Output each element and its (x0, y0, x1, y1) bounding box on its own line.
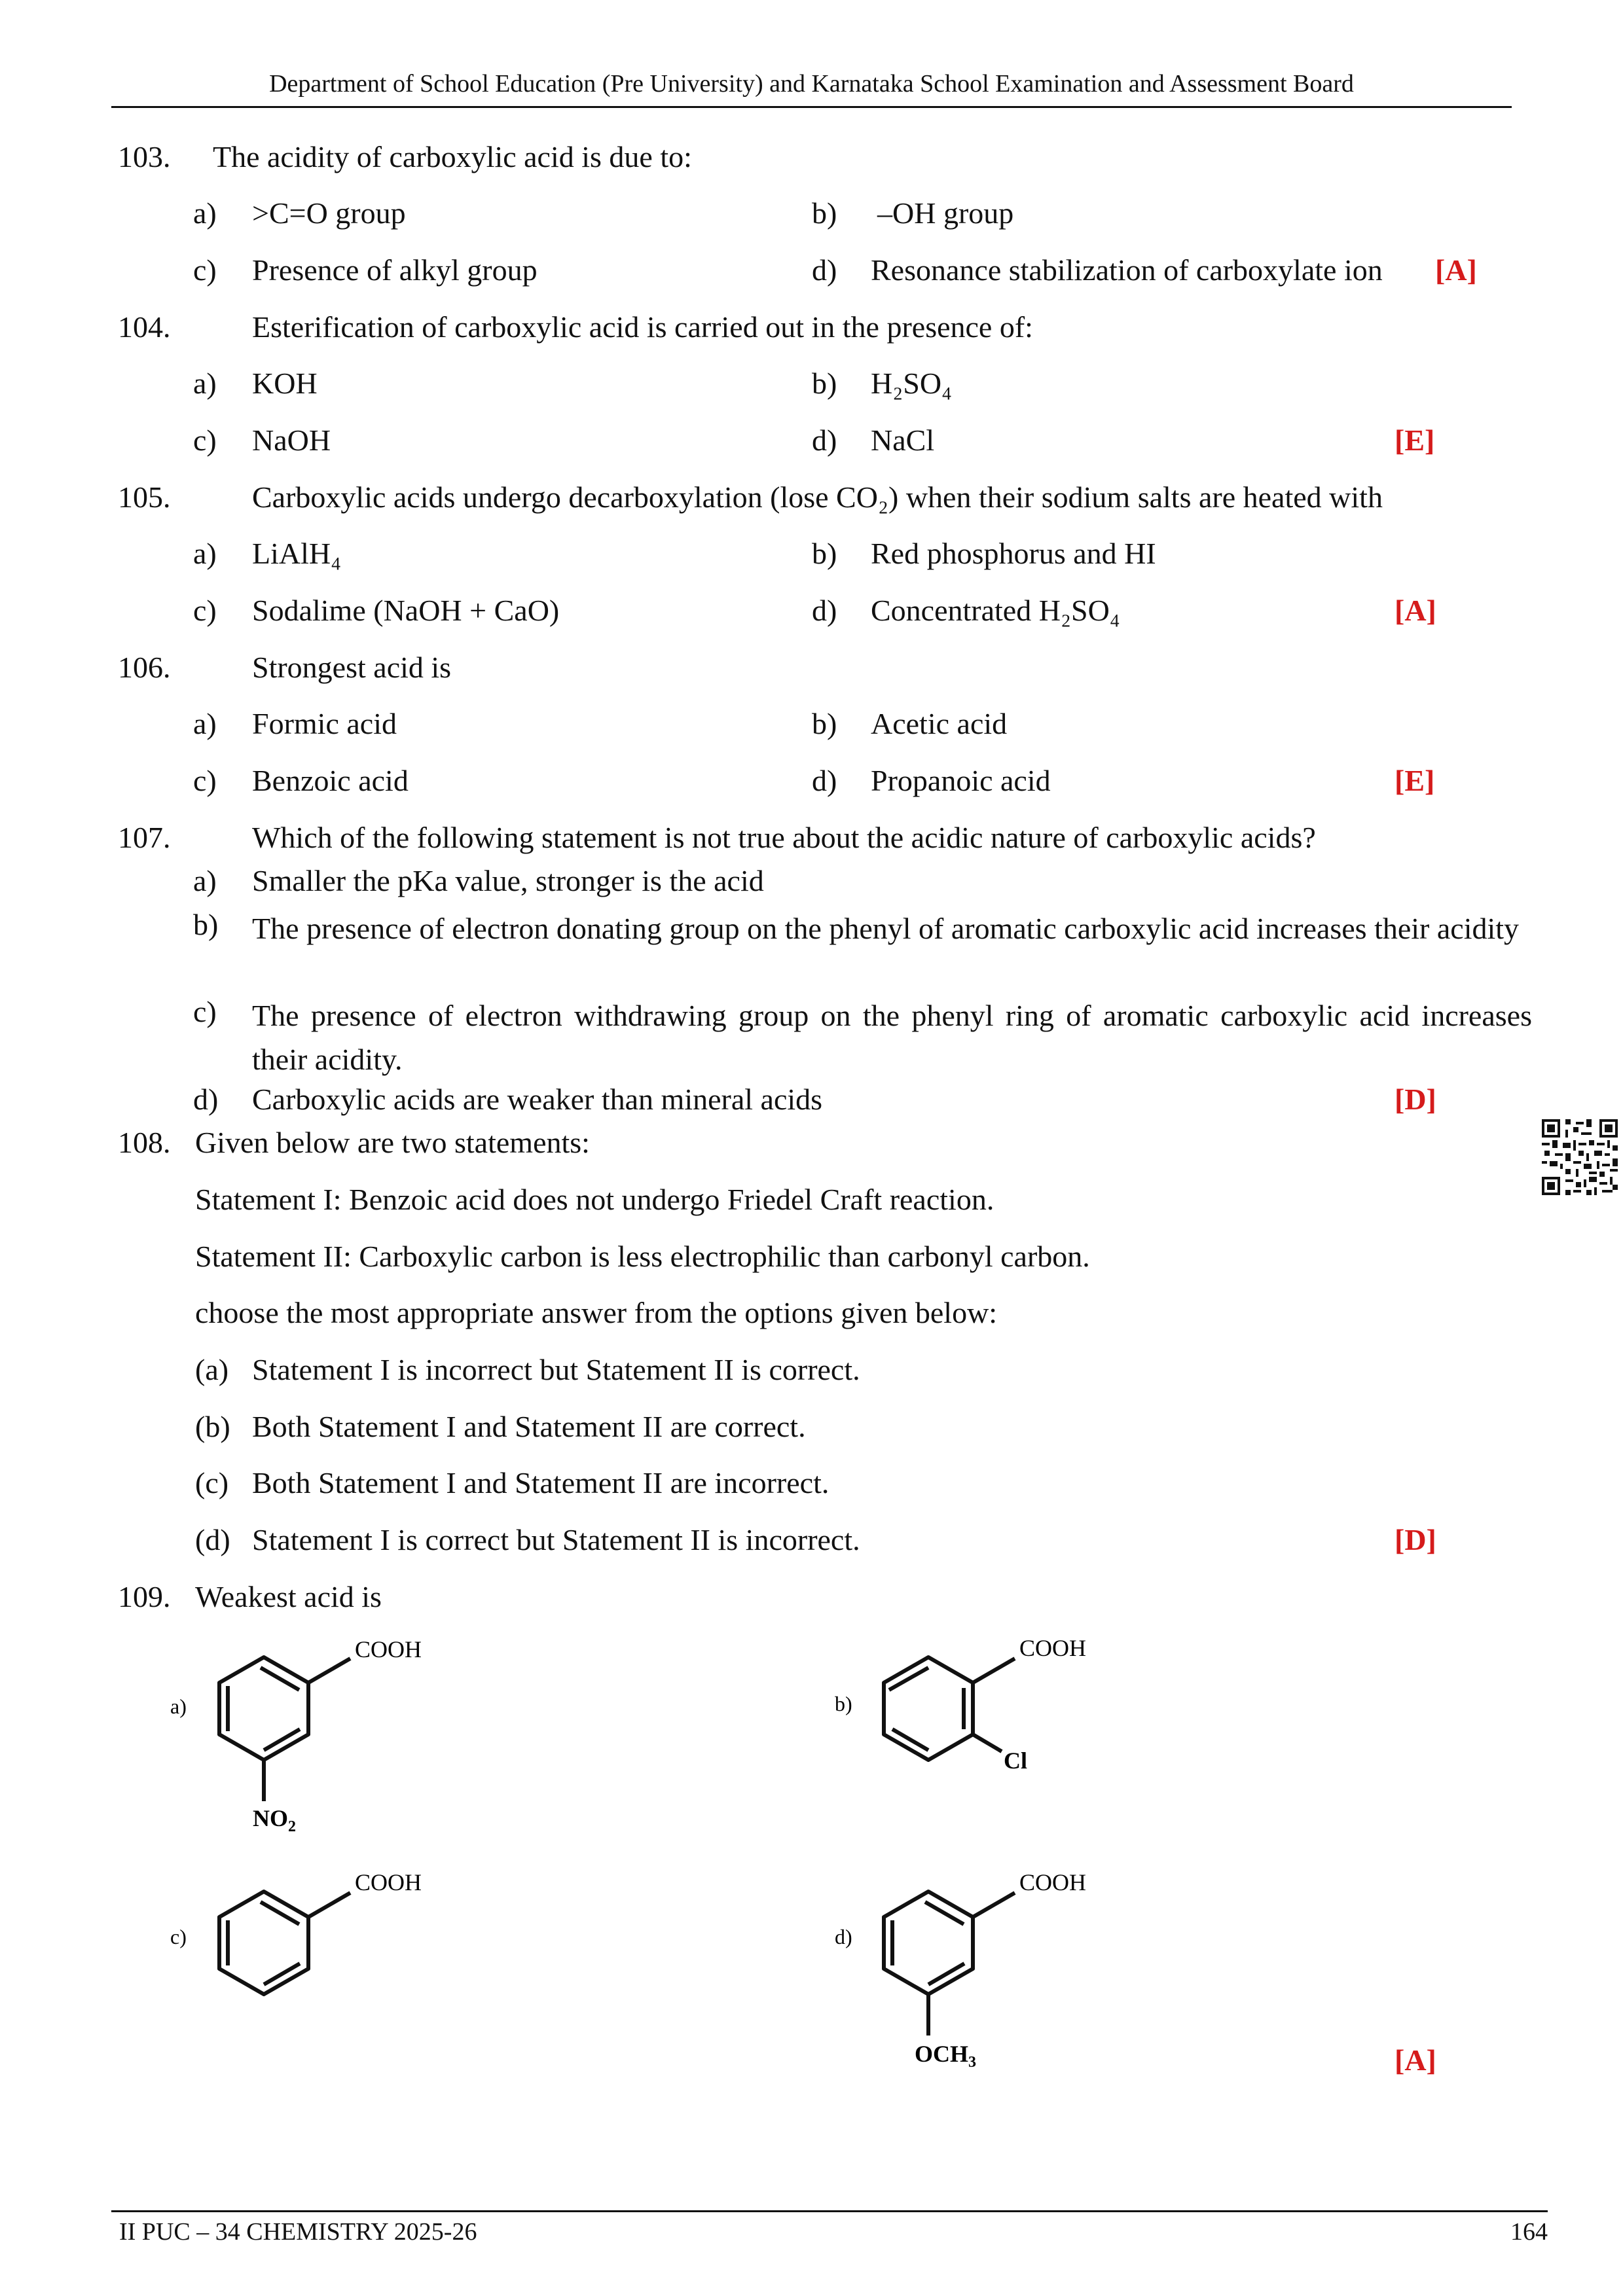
q109-structure-b (828, 1630, 1123, 1800)
q104-text: Esterification of carboxylic acid is carried out in the presence of: (252, 310, 1033, 344)
q108-a-label: (a) (195, 1353, 229, 1386)
q109-a-cooh: COOH (355, 1636, 422, 1662)
q107-d-label: d) (193, 1083, 219, 1116)
q105-option-c: Sodalime (NaOH + CaO) (252, 594, 560, 627)
q105-answer: [A] (1395, 594, 1436, 627)
q103-c-label: c) (193, 253, 217, 287)
q108-option-d: Statement I is correct but Statement II is incorrect. (252, 1523, 860, 1556)
q103-b-label: b) (812, 196, 837, 230)
q104-answer: [E] (1395, 423, 1435, 457)
q106-c-label: c) (193, 764, 217, 797)
q109-c-cooh: COOH (355, 1869, 422, 1895)
q108-statement-2: Statement II: Carboxylic carbon is less electrophilic than carbonyl carbon. (195, 1240, 1090, 1273)
q108-number: 108. (118, 1126, 171, 1159)
page-number: 164 (1510, 2218, 1548, 2246)
q109-a-no2: NO (253, 1805, 288, 1831)
q109-d-cooh: COOH (1019, 1869, 1087, 1895)
q109-structure-a (164, 1630, 458, 1846)
q109-d-och3: OCH (915, 2041, 969, 2067)
q103-option-b: –OH group (877, 196, 1014, 230)
q105-d-label: d) (812, 594, 837, 627)
q105-a-label: a) (193, 537, 217, 570)
q109-c-label: c) (170, 1925, 187, 1948)
q105-text: Carboxylic acids undergo decarboxylation (lose CO₂) when their sodium salts are heated with (252, 480, 1383, 514)
q106-option-b: Acetic acid (871, 707, 1008, 740)
q109-answer: [A] (1395, 2043, 1436, 2077)
svg-text:OCH3 (915, 2041, 976, 2071)
q104-option-b: H₂SO₄ (871, 367, 953, 400)
q109-d-label: d) (835, 1925, 852, 1948)
q107-option-d: Carboxylic acids are weaker than mineral acids (252, 1083, 823, 1116)
q107-option-c: The presence of electron withdrawing group on the phenyl ring of aromatic carboxylic acid increases their acidity. (252, 999, 1532, 1076)
svg-text:NO2 (253, 1805, 296, 1835)
q105-b-label: b) (812, 537, 837, 570)
q106-text: Strongest acid is (252, 651, 452, 684)
q109-b-cl: Cl (1004, 1748, 1027, 1774)
q108-text: Given below are two statements: (195, 1126, 590, 1159)
q104-option-a: KOH (252, 367, 318, 400)
q107-answer: [D] (1395, 1083, 1436, 1116)
q106-option-a: Formic acid (252, 707, 397, 740)
q108-answer: [D] (1395, 1523, 1436, 1556)
page-footer (111, 2210, 1548, 2251)
q109-b-label: b) (835, 1692, 852, 1715)
q109-text: Weakest acid is (195, 1580, 382, 1613)
q104-d-label: d) (812, 423, 837, 457)
q109-structure-d (828, 1864, 1123, 2080)
q108-b-label: (b) (195, 1410, 230, 1443)
q108-option-a: Statement I is incorrect but Statement II is correct. (252, 1353, 860, 1386)
q107-option-b: The presence of electron donating group on the phenyl of aromatic carboxylic acid increases their acidity (252, 912, 1520, 945)
q103-d-label: d) (812, 253, 837, 287)
q103-text: The acidity of carboxylic acid is due to: (213, 140, 692, 173)
q104-c-label: c) (193, 423, 217, 457)
page-header: Department of School Education (Pre University) and Karnataka School Examination and Assessment Board (111, 65, 1512, 108)
q109-structure-c (164, 1864, 458, 2015)
q109-a-label: a) (170, 1695, 187, 1718)
q103-option-a: >C=O group (252, 196, 406, 230)
q103-number: 103. (118, 140, 171, 173)
q106-a-label: a) (193, 707, 217, 740)
q106-d-label: d) (812, 764, 837, 797)
q107-a-label: a) (193, 864, 217, 897)
q108-c-label: (c) (195, 1466, 229, 1499)
q104-option-d: NaCl (871, 423, 935, 457)
q106-number: 106. (118, 651, 171, 684)
q104-number: 104. (118, 310, 171, 344)
q105-number: 105. (118, 480, 171, 514)
q105-c-label: c) (193, 594, 217, 627)
q107-number: 107. (118, 821, 171, 854)
q107-c-label: c) (193, 995, 217, 1028)
q103-option-d: Resonance stabilization of carboxylate ion (871, 253, 1383, 287)
q106-b-label: b) (812, 707, 837, 740)
q108-option-b: Both Statement I and Statement II are correct. (252, 1410, 806, 1443)
qr-code-icon (1542, 1119, 1618, 1195)
q107-text: Which of the following statement is not true about the acidic nature of carboxylic acids? (252, 821, 1316, 854)
q105-option-a: LiAlH₄ (252, 537, 342, 570)
q103-answer: [A] (1435, 253, 1477, 287)
q108-d-label: (d) (195, 1523, 230, 1556)
q108-choose: choose the most appropriate answer from the options given below: (195, 1296, 998, 1329)
q109-d-och3-subscript: 3 (968, 2054, 977, 2071)
q106-option-d: Propanoic acid (871, 764, 1051, 797)
q106-answer: [E] (1395, 764, 1435, 797)
q106-option-c: Benzoic acid (252, 764, 409, 797)
q109-b-cooh: COOH (1019, 1635, 1087, 1661)
q104-option-c: NaOH (252, 423, 331, 457)
q108-statement-1: Statement I: Benzoic acid does not undergo Friedel Craft reaction. (195, 1183, 994, 1216)
q109-a-no2-subscript: 2 (288, 1818, 296, 1835)
q105-option-d: Concentrated H₂SO₄ (871, 594, 1120, 627)
q103-a-label: a) (193, 196, 217, 230)
q103-option-c: Presence of alkyl group (252, 253, 538, 287)
q107-option-a: Smaller the pKa value, stronger is the acid (252, 864, 764, 897)
footer-title: II PUC – 34 CHEMISTRY 2025-26 (119, 2218, 477, 2246)
q108-option-c: Both Statement I and Statement II are incorrect. (252, 1466, 830, 1499)
q105-option-b: Red phosphorus and HI (871, 537, 1156, 570)
q104-b-label: b) (812, 367, 837, 400)
q107-b-label: b) (193, 908, 219, 941)
q109-number: 109. (118, 1580, 171, 1613)
q104-a-label: a) (193, 367, 217, 400)
